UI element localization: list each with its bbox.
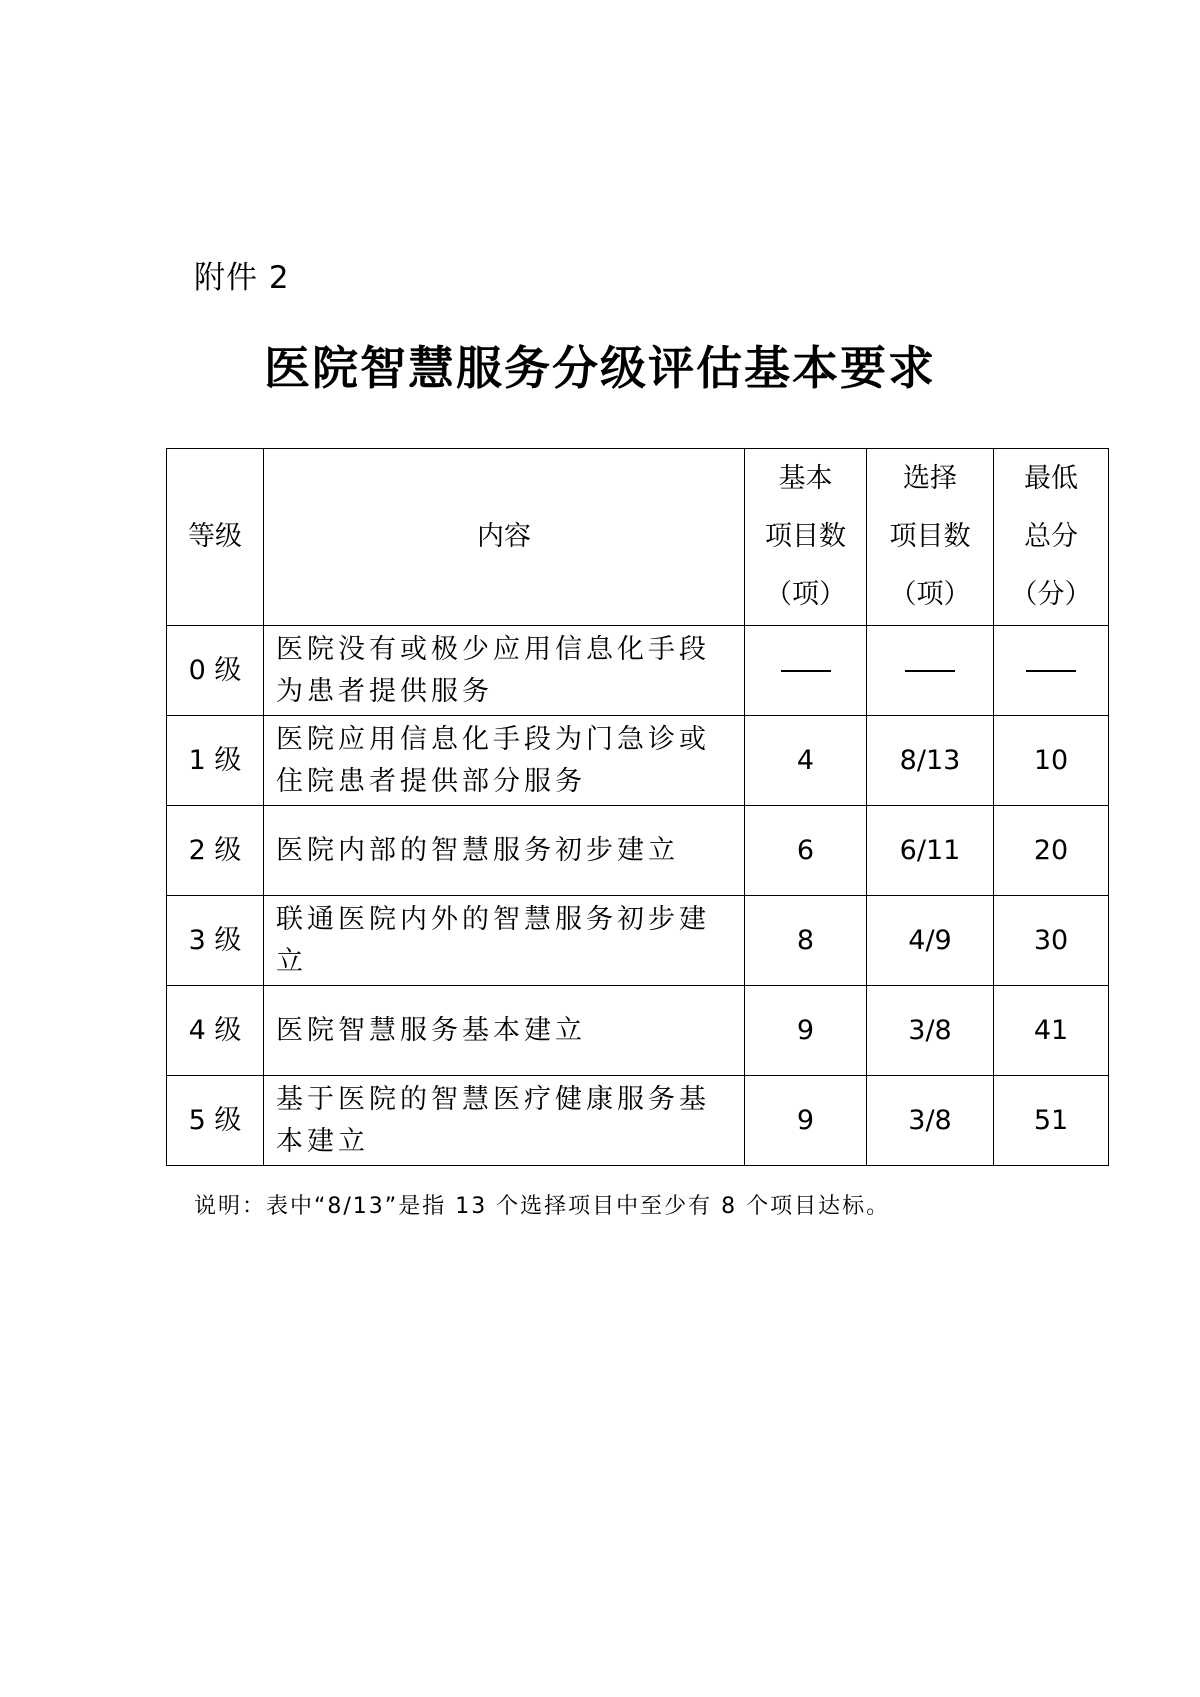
grade-requirements-table bbox=[166, 448, 1109, 1166]
optional-items-cell bbox=[867, 626, 994, 716]
table-note: 说明：表中“8/13”是指 13 个选择项目中至少有 8 个项目达标。 bbox=[194, 1194, 891, 1219]
level-cell: 2 级 bbox=[167, 806, 264, 896]
header-basic-items bbox=[745, 449, 867, 626]
header-min-score-line: （分） bbox=[1010, 579, 1092, 610]
header-level: 等级 bbox=[167, 449, 264, 626]
optional-items-cell: 3/8 bbox=[867, 1076, 994, 1166]
min-score-cell bbox=[994, 626, 1109, 716]
min-score-cell: 30 bbox=[994, 896, 1109, 986]
dash-placeholder bbox=[905, 670, 955, 672]
min-score-cell: 10 bbox=[994, 716, 1109, 806]
table-row bbox=[167, 806, 1109, 896]
document-title: 医院智慧服务分级评估基本要求 bbox=[264, 341, 936, 395]
header-optional-line: （项） bbox=[889, 579, 971, 610]
header-optional-line: 项目数 bbox=[889, 521, 971, 552]
dash-placeholder bbox=[1026, 670, 1076, 672]
header-optional-items bbox=[867, 449, 994, 626]
table-header-row bbox=[167, 449, 1109, 626]
basic-items-cell bbox=[745, 626, 867, 716]
level-cell: 5 级 bbox=[167, 1076, 264, 1166]
level-cell: 4 级 bbox=[167, 986, 264, 1076]
table-row bbox=[167, 986, 1109, 1076]
header-basic-line: 基本 bbox=[778, 463, 833, 494]
header-min-score bbox=[994, 449, 1109, 626]
content-cell: 医院没有或极少应用信息化手段为患者提供服务 bbox=[264, 626, 745, 716]
content-cell: 医院智慧服务基本建立 bbox=[264, 986, 745, 1076]
attachment-label: 附件 2 bbox=[194, 260, 290, 296]
content-cell: 医院内部的智慧服务初步建立 bbox=[264, 806, 745, 896]
min-score-cell: 41 bbox=[994, 986, 1109, 1076]
content-cell: 联通医院内外的智慧服务初步建立 bbox=[264, 896, 745, 986]
optional-items-cell: 8/13 bbox=[867, 716, 994, 806]
table-row bbox=[167, 716, 1109, 806]
basic-items-cell: 4 bbox=[745, 716, 867, 806]
basic-items-cell: 6 bbox=[745, 806, 867, 896]
min-score-cell: 20 bbox=[994, 806, 1109, 896]
dash-placeholder bbox=[781, 670, 831, 672]
optional-items-cell: 3/8 bbox=[867, 986, 994, 1076]
table-row bbox=[167, 626, 1109, 716]
level-cell: 3 级 bbox=[167, 896, 264, 986]
header-basic-line: （项） bbox=[765, 579, 846, 610]
content-cell: 基于医院的智慧医疗健康服务基本建立 bbox=[264, 1076, 745, 1166]
optional-items-cell: 4/9 bbox=[867, 896, 994, 986]
header-min-score-line: 总分 bbox=[1024, 521, 1078, 552]
level-cell: 1 级 bbox=[167, 716, 264, 806]
content-cell: 医院应用信息化手段为门急诊或住院患者提供部分服务 bbox=[264, 716, 745, 806]
table-row bbox=[167, 896, 1109, 986]
header-optional-line: 选择 bbox=[903, 463, 957, 494]
basic-items-cell: 9 bbox=[745, 986, 867, 1076]
min-score-cell: 51 bbox=[994, 1076, 1109, 1166]
header-min-score-line: 最低 bbox=[1024, 463, 1078, 494]
header-basic-line: 项目数 bbox=[765, 521, 846, 552]
level-cell: 0 级 bbox=[167, 626, 264, 716]
basic-items-cell: 9 bbox=[745, 1076, 867, 1166]
basic-items-cell: 8 bbox=[745, 896, 867, 986]
optional-items-cell: 6/11 bbox=[867, 806, 994, 896]
header-content: 内容 bbox=[264, 449, 745, 626]
table-row bbox=[167, 1076, 1109, 1166]
